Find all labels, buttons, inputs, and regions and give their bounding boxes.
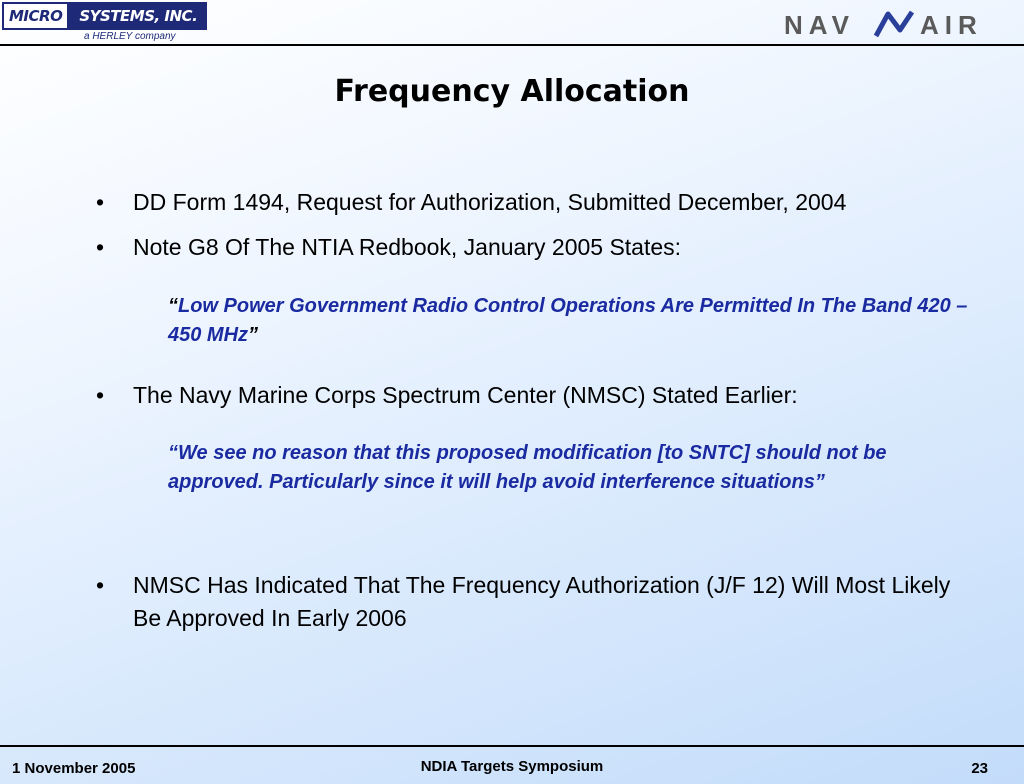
quote-block xyxy=(168,292,968,350)
logo-micro-text: MICRO xyxy=(2,2,69,30)
quote-open-mark: “ xyxy=(168,442,178,464)
logo-systems-text: SYSTEMS, INC. xyxy=(69,2,207,30)
logo-herley-text: a HERLEY company xyxy=(84,31,176,42)
quote-close-mark: ” xyxy=(814,471,825,493)
footer-date: 1 November 2005 xyxy=(12,760,136,777)
bullet-marker: • xyxy=(96,382,105,408)
navair-wing-mark xyxy=(876,12,912,36)
quote-block xyxy=(168,439,968,497)
header-divider xyxy=(0,44,1024,46)
micro-systems-logo xyxy=(2,2,208,42)
footer-event-name: NDIA Targets Symposium xyxy=(420,758,604,775)
slide-page-number: 23 xyxy=(971,760,988,777)
bullet-text: NMSC Has Indicated That The Frequency Authorization (J/F 12) Will Most Likely Be Approved In Early 2006 xyxy=(133,572,951,631)
footer-divider xyxy=(0,745,1024,747)
navair-text-right: AIR xyxy=(920,10,983,40)
bullet-text: Note G8 Of The NTIA Redbook, January 2005 States: xyxy=(133,234,682,260)
quote-text: Low Power Government Radio Control Operations Are Permitted In The Band 420 – 450 MHz xyxy=(168,295,968,346)
bullet-text: The Navy Marine Corps Spectrum Center (NMSC) Stated Earlier: xyxy=(133,382,798,408)
slide-title: Frequency Allocation xyxy=(334,74,690,109)
bullet-marker: • xyxy=(96,572,105,598)
bullet-text: DD Form 1494, Request for Authorization, Submitted December, 2004 xyxy=(133,189,847,215)
quote-close-mark: ” xyxy=(248,324,259,346)
navair-logo xyxy=(784,8,994,42)
navair-text-left: NAV xyxy=(784,10,855,40)
bullet-marker: • xyxy=(96,234,105,260)
quote-text: We see no reason that this proposed modification [to SNTC] should not be approved. Particularly since it will help avoid interference situations xyxy=(168,442,887,493)
quote-open-mark: “ xyxy=(168,295,178,317)
bullet-marker: • xyxy=(96,189,105,215)
